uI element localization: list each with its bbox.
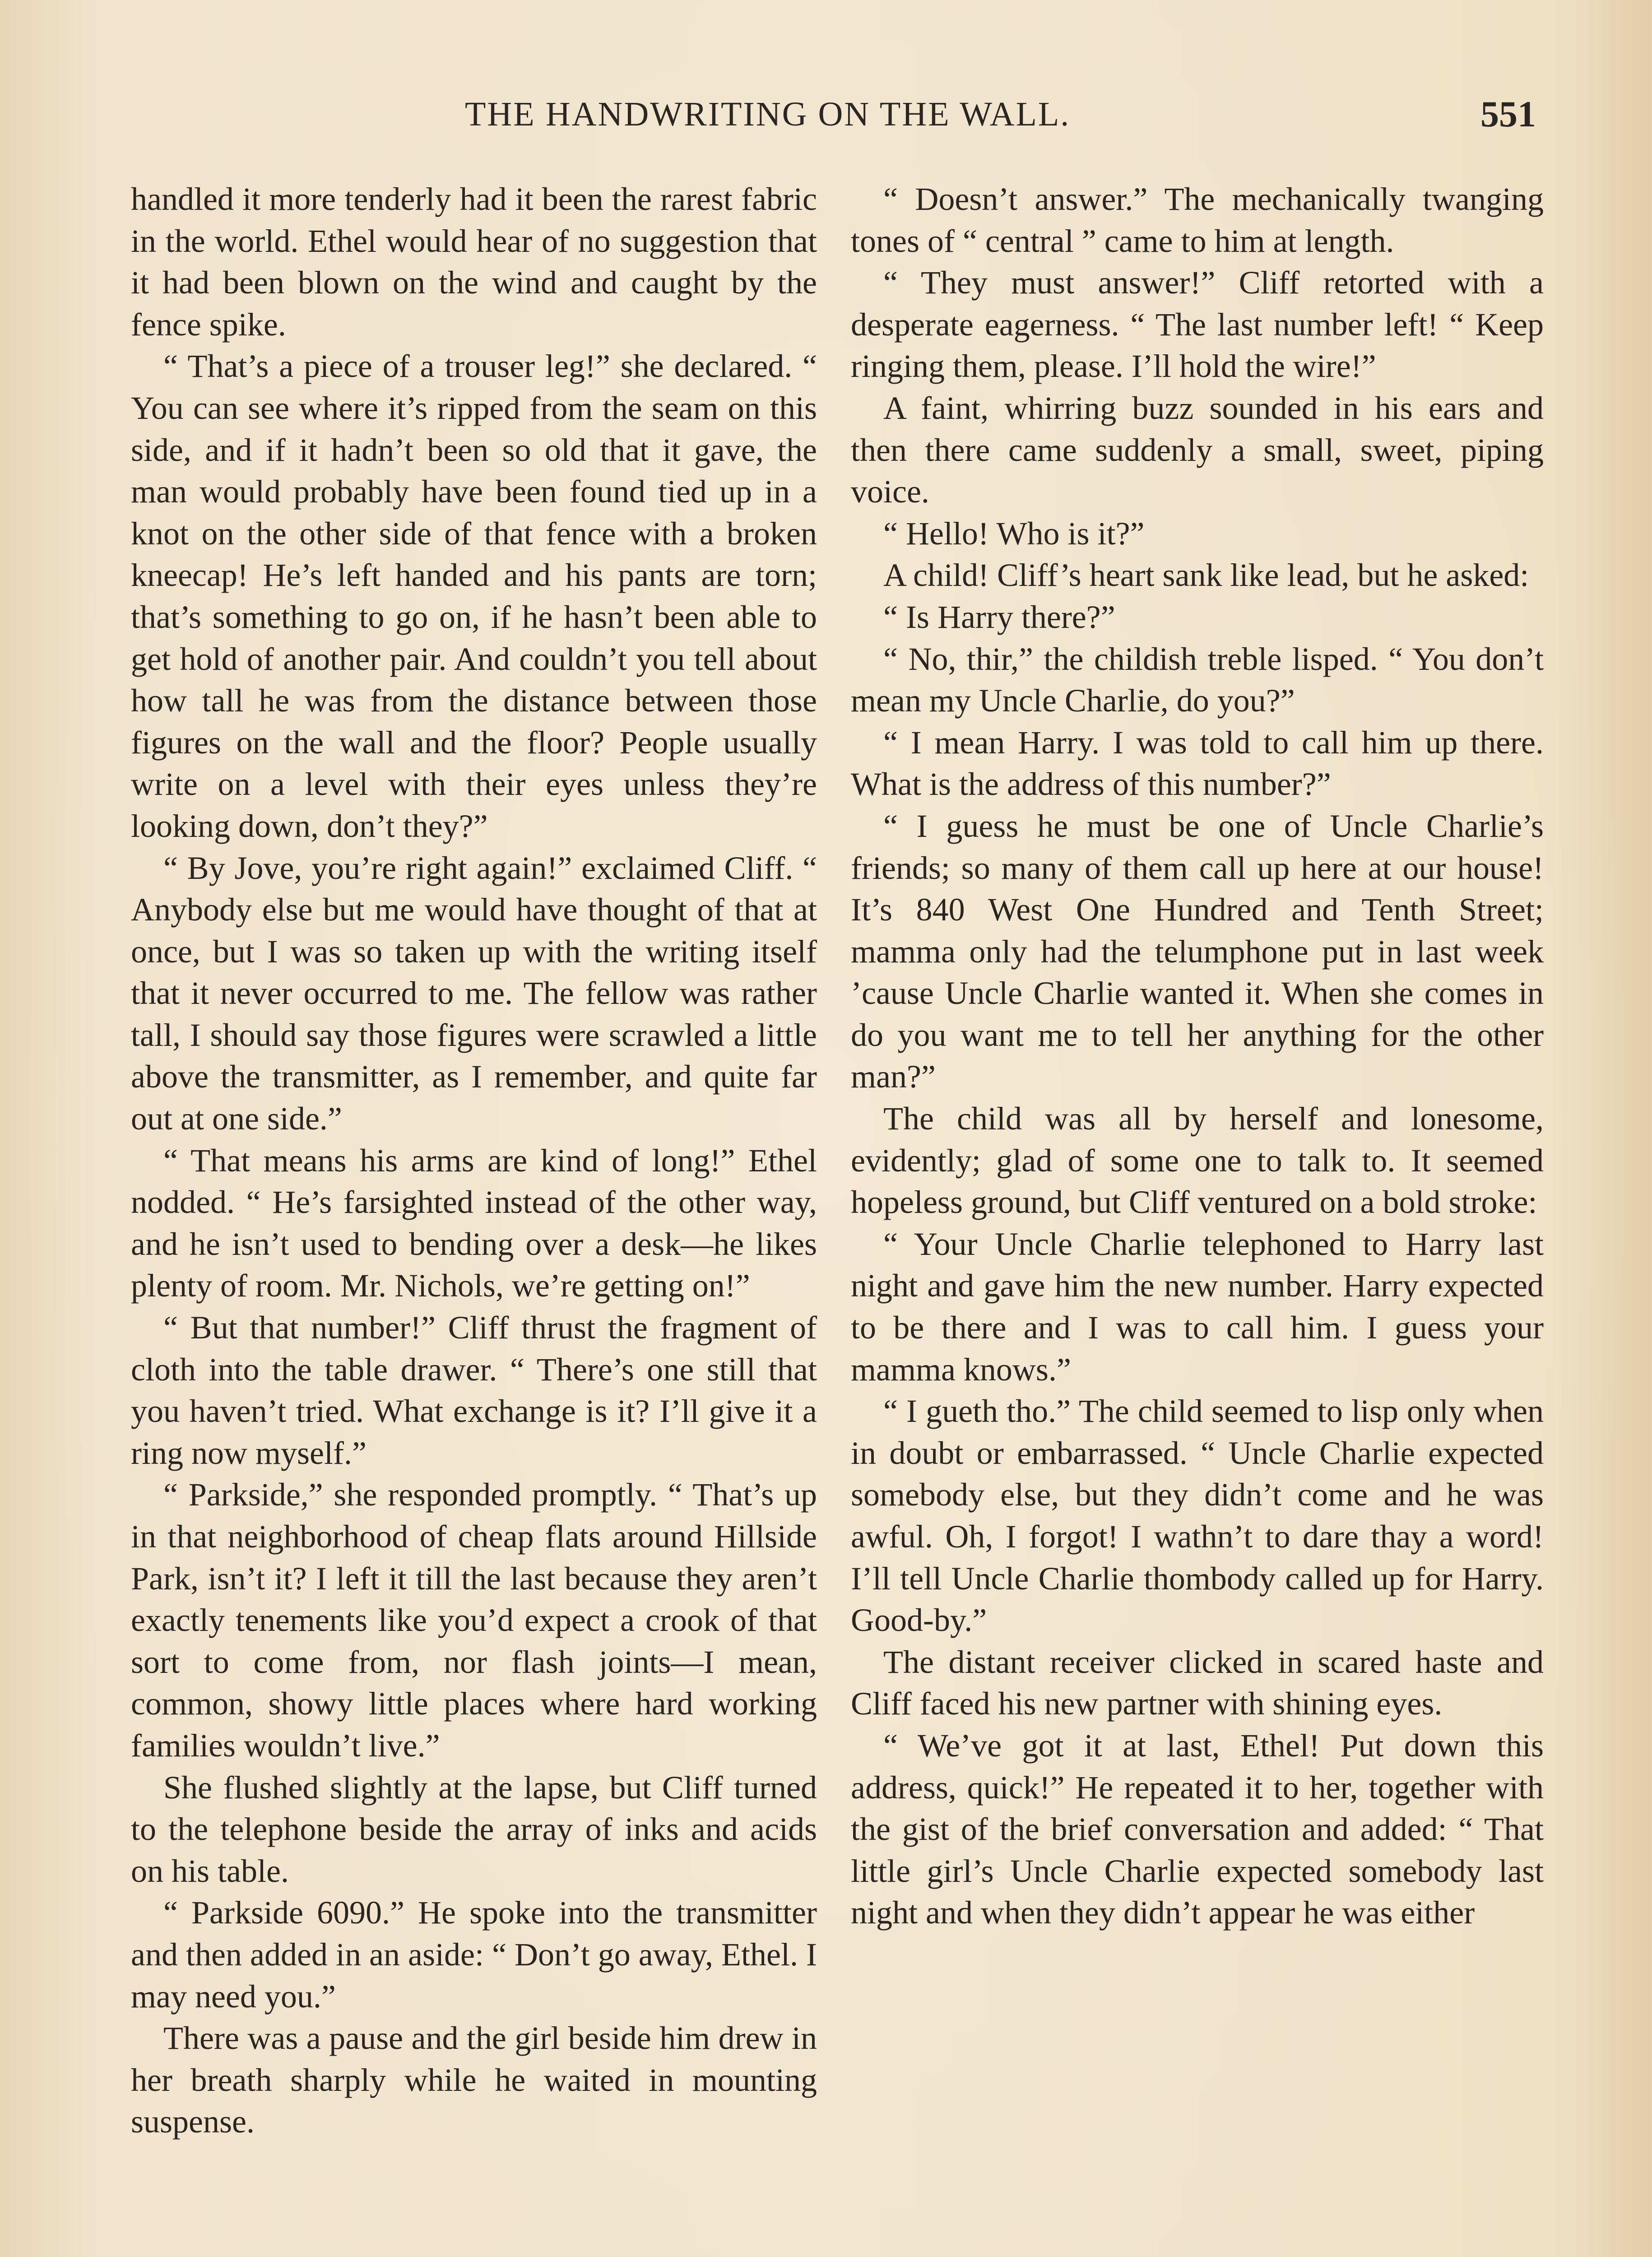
paragraph: The child was all by herself and lonesome, evidently; glad of some one to talk to. It seemed hopeless ground, but Cliff ventured on a bold stroke: xyxy=(851,1101,1544,1221)
paragraph: “ I mean Harry. I was told to call him up there. What is the address of this number?” xyxy=(851,724,1544,803)
paragraph: There was a pause and the girl beside him drew in her breath sharply while he waited in mounting suspense. xyxy=(131,2020,817,2140)
paragraph: “ We’ve got it at last, Ethel! Put down this address, quick!” He repeated it to her, together with the gist of the brief conversation and added: “ That little girl’s Uncle Charlie expected somebody last night and when they didn’t appear he was either xyxy=(851,1727,1544,1931)
paragraph: The distant receiver clicked in scared haste and Cliff faced his new partner with shining eyes. xyxy=(851,1644,1544,1722)
paragraph: “ Is Harry there?” xyxy=(883,599,1115,635)
paragraph: “ But that number!” Cliff thrust the fragment of cloth into the table drawer. “ There’s one still that you haven’t tried. What exchange is it? I’ll give it a ring now myself.” xyxy=(131,1310,817,1471)
paragraph: “ That means his arms are kind of long!” Ethel nodded. “ He’s farsighted instead of the other way, and he isn’t used to bending over a desk—he likes plenty of room. Mr. Nichols, we’re getting on!” xyxy=(131,1142,817,1304)
paragraph: “ Doesn’t answer.” The mechanically twanging tones of “ central ” came to him at length. xyxy=(851,181,1544,259)
paragraph: “ By Jove, you’re right again!” exclaimed Cliff. “ Anybody else but me would have thought of that at once, but I was so taken up with the writing itself that it never occurred to me. The fellow was rather tall, I should say those figures were scrawled a little above the transmitter, as I remember, and quite far out at one side.” xyxy=(131,850,817,1137)
paragraph: “ They must answer!” Cliff retorted with a desperate eagerness. “ The last number left! “ Keep ringing them, please. I’ll hold the wire!” xyxy=(851,265,1544,385)
paragraph: “ Parkside,” she responded promptly. “ That’s up in that neighborhood of cheap flats around Hillside Park, isn’t it? I left it till the last because they aren’t exactly tenements like you’d expect a crook of that sort to come from, nor flash joints—I mean, common, showy little places where hard working families wouldn’t live.” xyxy=(131,1477,817,1764)
paragraph: “ I guess he must be one of Uncle Charlie’s friends; so many of them call up here at our house! It’s 840 West One Hundred and Tenth Street; mamma only had the telumphone put in last week ’cause Uncle Charlie wanted it. When she comes in do you want me to tell her anything for the other man?” xyxy=(851,808,1544,1095)
paragraph: “ Hello! Who is it?” xyxy=(883,515,1145,552)
right-text-column xyxy=(851,178,1544,1934)
paragraph: “ Your Uncle Charlie telephoned to Harry last night and gave him the new number. Harry expected to be there and I was to call him. I guess your mamma knows.” xyxy=(851,1226,1544,1388)
paragraph: A faint, whirring buzz sounded in his ears and then there came suddenly a small, sweet, piping voice. xyxy=(851,390,1544,510)
paragraph: A child! Cliff’s heart sank like lead, but he asked: xyxy=(883,557,1529,594)
running-title: THE HANDWRITING ON THE WALL. xyxy=(465,95,1071,133)
paragraph: She flushed slightly at the lapse, but Cliff turned to the telephone beside the array of inks and acids on his table. xyxy=(131,1769,817,1889)
paragraph: “ Parkside 6090.” He spoke into the transmitter and then added in an aside: “ Don’t go away, Ethel. I may need you.” xyxy=(131,1895,817,2015)
paragraph: “ No, thir,” the childish treble lisped. “ You don’t mean my Uncle Charlie, do you?” xyxy=(851,641,1544,719)
left-text-column xyxy=(131,178,817,2143)
paragraph: handled it more tenderly had it been the rarest fabric in the world. Ethel would hear of no suggestion that it had been blown on the wind and caught by the fence spike. xyxy=(131,181,817,343)
paragraph: “ I gueth tho.” The child seemed to lisp only when in doubt or embarrassed. “ Uncle Charlie expected somebody else, but they didn’t come and he was awful. Oh, I forgot! I wathn’t to dare thay a word! I’ll tell Uncle Charlie thombody called up for Harry. Good-by.” xyxy=(851,1393,1544,1639)
page-number: 551 xyxy=(1480,93,1536,135)
paragraph: “ That’s a piece of a trouser leg!” she declared. “ You can see where it’s ripped from the seam on this side, and if it hadn’t been so old that it gave, the man would probably have been found tied up in a knot on the other side of that fence with a broken kneecap! He’s left handed and his pants are torn; that’s something to go on, if he hasn’t been able to get hold of another pair. And couldn’t you tell about how tall he was from the distance between those figures on the wall and the floor? People usually write on a level with their eyes unless they’re looking down, don’t they?” xyxy=(131,348,817,844)
